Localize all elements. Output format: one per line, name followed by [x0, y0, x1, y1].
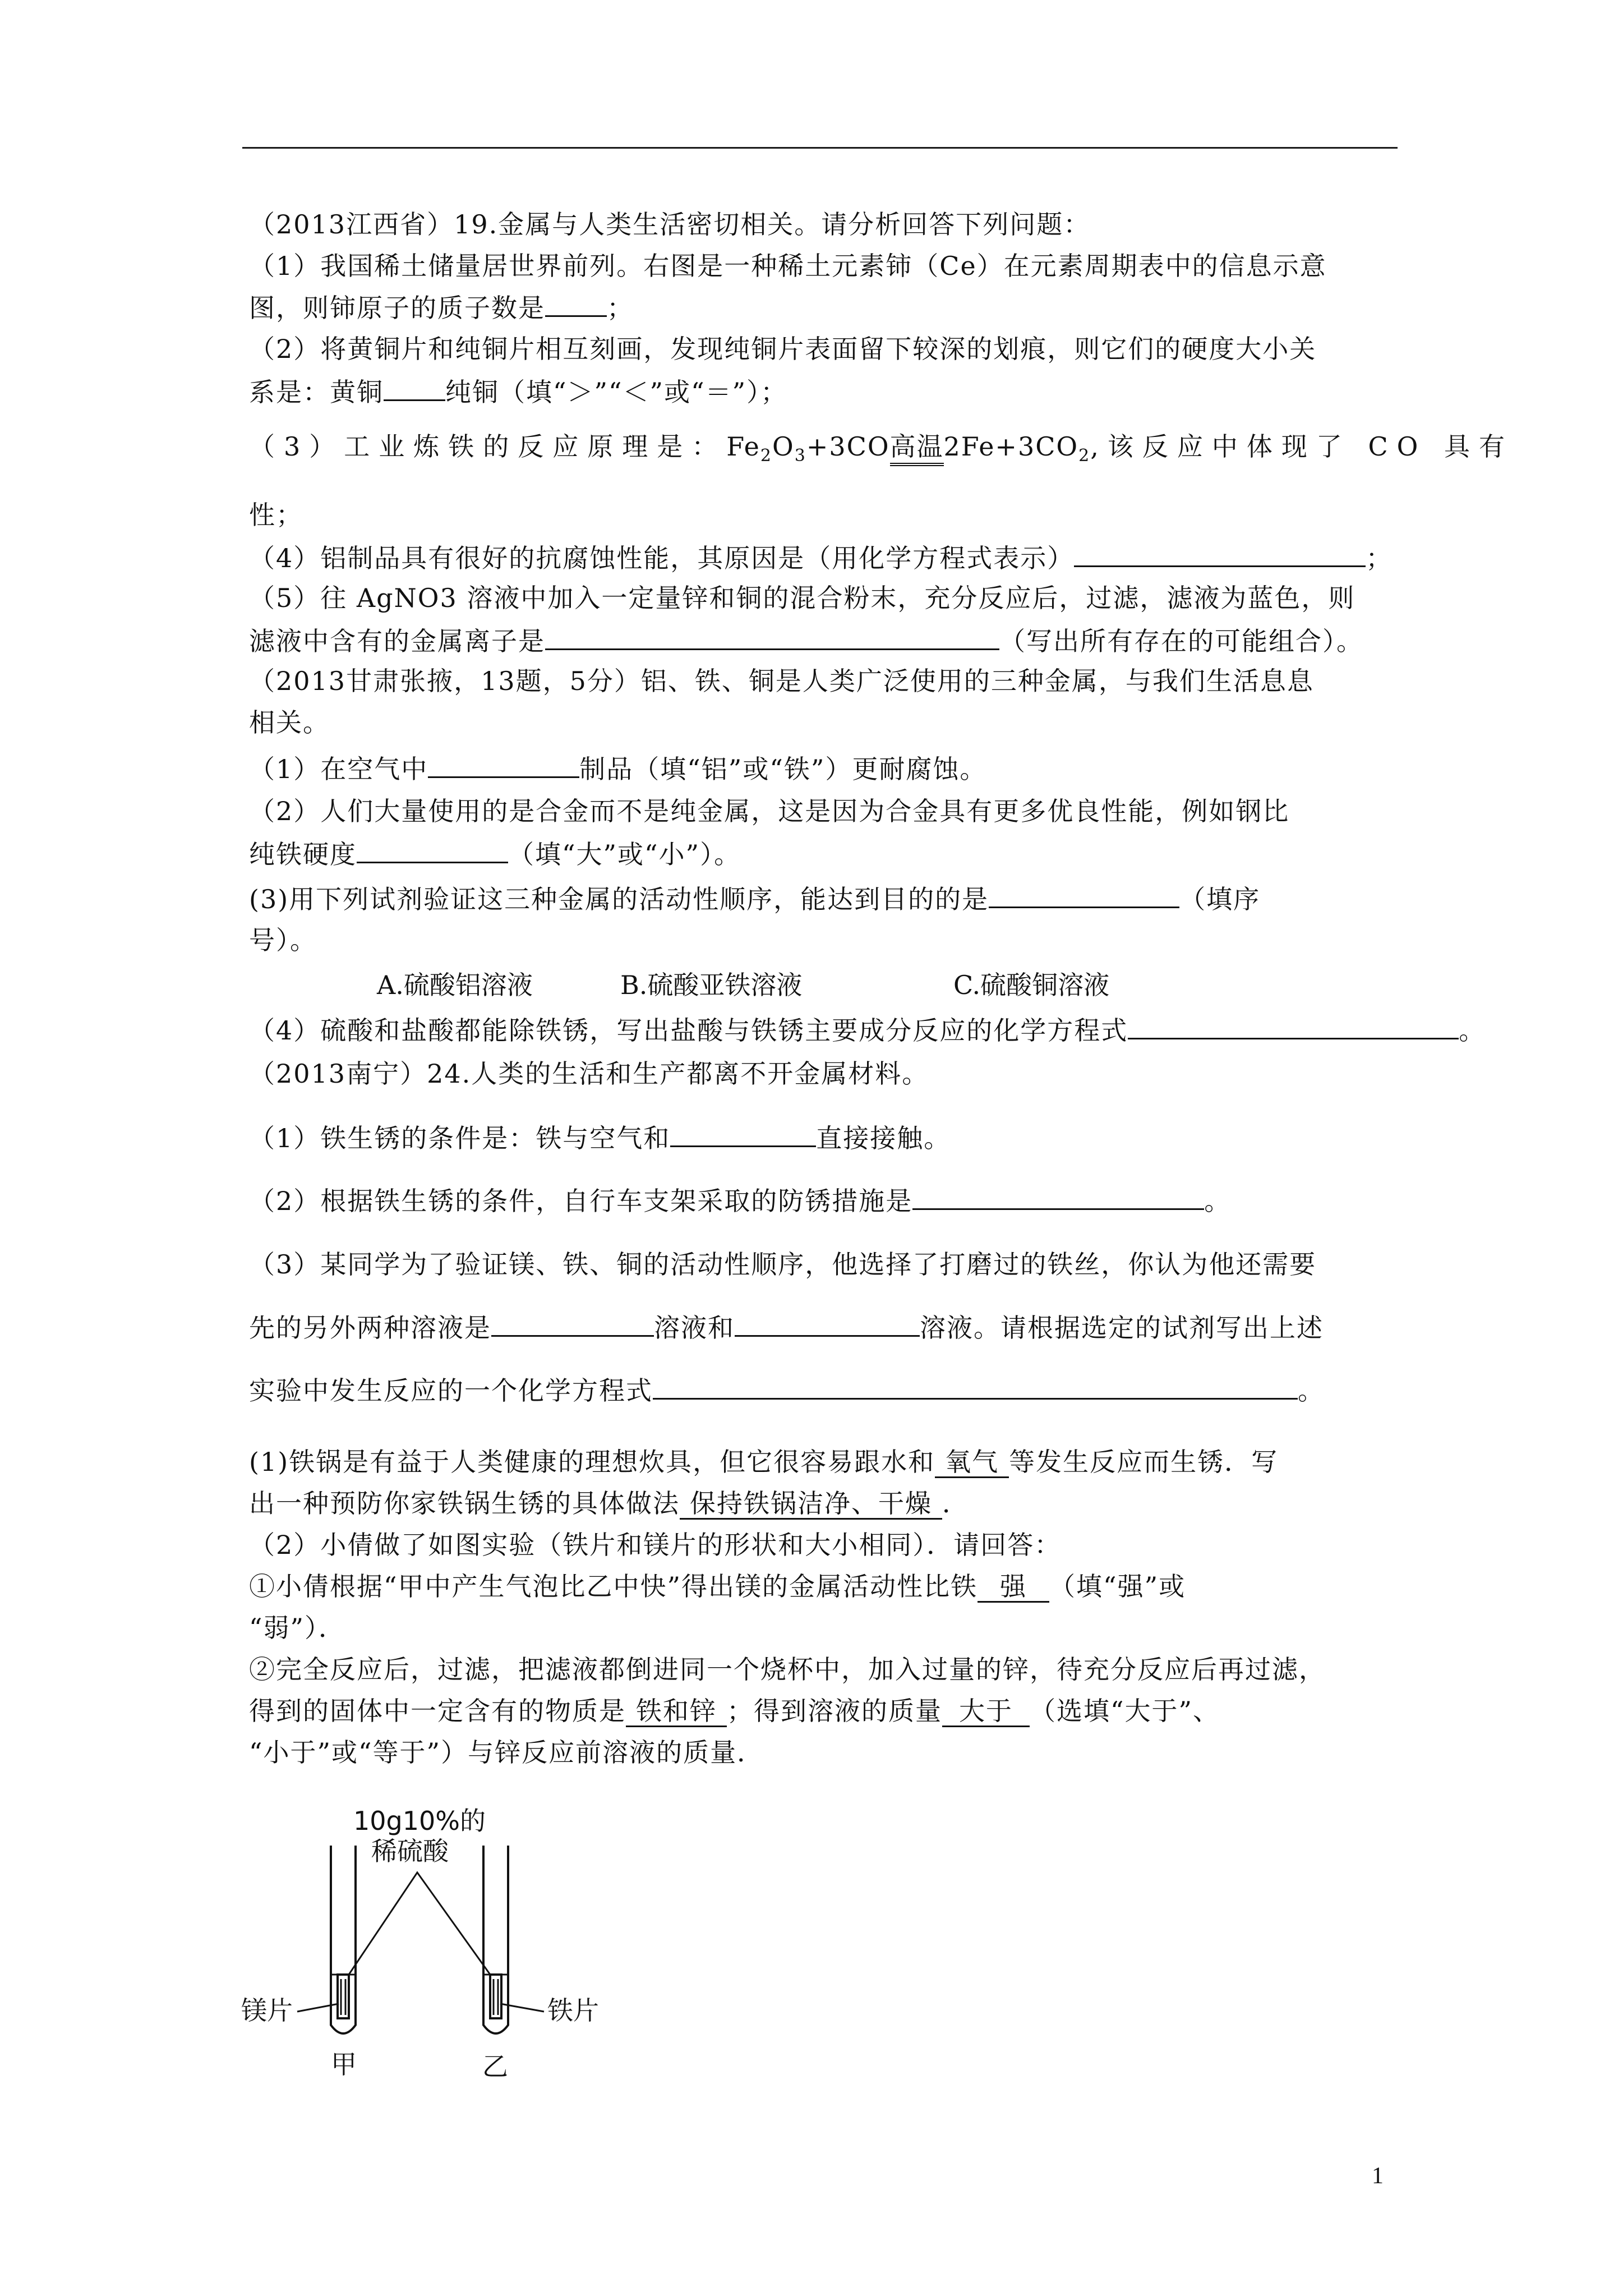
q1-part2-line1: （2）将黄铜片和纯铜片相互刻画，发现纯铜片表面留下较深的划痕，则它们的硬度大小关: [249, 334, 1317, 364]
q4-c2-line1: ②完全反应后，过滤，把滤液都倒进同一个烧杯中，加入过量的锌，待充分反应后再过滤，: [249, 1654, 1326, 1685]
answer-blank[interactable]: [912, 1184, 1204, 1210]
q1-part2-line2: 系是：黄铜 纯铜（填“＞”“＜”或“＝”）；: [249, 375, 787, 408]
answer-blank[interactable]: [491, 1310, 654, 1337]
filled-answer: 强: [978, 1572, 1049, 1603]
test-tube-figure: [241, 1806, 634, 2098]
answer-blank[interactable]: [545, 624, 999, 650]
filled-answer: 氧气: [935, 1447, 1009, 1478]
q4-c1-line2: “弱”）．: [249, 1613, 346, 1643]
q1-part1-line1: （1）我国稀土储量居世界前列。右图是一种稀土元素铈（Ce）在元素周期表中的信息示意: [249, 251, 1327, 281]
q4-part1-line1: (1)铁锅是有益于人类健康的理想炊具，但它很容易跟水和 氧气 等发生反应而生锈．写: [249, 1447, 1279, 1477]
filled-answer: 铁和锌: [626, 1696, 727, 1727]
answer-blank[interactable]: [735, 1310, 920, 1337]
answer-blank[interactable]: [670, 1121, 816, 1147]
q4-c2-line3: “小于”或“等于”）与锌反应前溶液的质量．: [249, 1737, 764, 1768]
q2-part2-line1: （2）人们大量使用的是合金而不是纯金属，这是因为合金具有更多优良性能，例如钢比: [249, 796, 1290, 826]
reaction-condition: 高温: [890, 431, 944, 466]
answer-blank[interactable]: [384, 375, 445, 401]
q4-c2-line2: 得到的固体中一定含有的物质是 铁和锌 ；得到溶液的质量 大于 （选填“大于”、: [249, 1696, 1220, 1726]
acid-label-line1: 10g10%的: [353, 1806, 486, 1836]
q1-part5-line1: （5）往 AgNO3 溶液中加入一定量锌和铜的混合粉末，充分反应后，过滤，滤液为蓝色，则: [249, 583, 1355, 613]
filled-answer: 大于: [942, 1696, 1030, 1727]
q3-intro: （2013南宁）24.人类的生活和生产都离不开金属材料。: [249, 1059, 929, 1089]
answer-blank[interactable]: [1128, 1013, 1459, 1039]
q1-part5-line2: 滤液中含有的金属离子是 （写出所有存在的可能组合）。: [249, 624, 1363, 657]
q3-part2: （2）根据铁生锈的条件，自行车支架采取的防锈措施是 。: [249, 1184, 1231, 1217]
filled-answer: 保持铁锅洁净、干燥: [680, 1489, 942, 1520]
answer-blank[interactable]: [428, 752, 579, 778]
q1-part4: （4）铝制品具有很好的抗腐蚀性能，其原因是（用化学方程式表示） ；: [249, 541, 1393, 574]
q1-part3-line1: （3）工业炼铁的反应原理是：$Fe_2O_3+3CO$高温$2Fe+3CO_2$,该反应中体现了 CO 具有: [249, 431, 1514, 466]
tube-label-a: 甲: [331, 2049, 357, 2079]
q2-part2-line2: 纯铁硬度 （填“大”或“小”）。: [249, 837, 741, 870]
answer-blank[interactable]: [653, 1373, 1298, 1400]
option-b: B.硫酸亚铁溶液: [620, 970, 803, 1000]
q1-part3-line2: 性；: [249, 500, 303, 530]
acid-label-line2: 稀硫酸: [371, 1836, 449, 1866]
q2-part3-line1: (3)用下列试剂验证这三种金属的活动性顺序，能达到目的的是 （填序: [249, 882, 1260, 915]
q2-intro-line1: （2013甘肃张掖，13题，5分）铝、铁、铜是人类广泛使用的三种金属，与我们生活息息: [249, 666, 1314, 696]
q2-intro-line2: 相关。: [249, 707, 330, 738]
q2-part1: （1）在空气中 制品（填“铝”或“铁”）更耐腐蚀。: [249, 752, 986, 785]
iron-label: 铁片: [547, 1995, 599, 2026]
answer-blank[interactable]: [1074, 541, 1366, 567]
magnesium-label: 镁片: [241, 1995, 293, 2026]
acid-pointer: [349, 1872, 490, 1975]
q3-part1: （1）铁生锈的条件是：铁与空气和 直接接触。: [249, 1121, 951, 1154]
q3-part3-line1: （3）某同学为了验证镁、铁、铜的活动性顺序，他选择了打磨过的铁丝，你认为他还需要: [249, 1249, 1317, 1280]
q2-part4: （4）硫酸和盐酸都能除铁锈，写出盐酸与铁锈主要成分反应的化学方程式 。: [249, 1013, 1486, 1046]
answer-blank[interactable]: [545, 291, 607, 317]
q3-part3-line3: 实验中发生反应的一个化学方程式 。: [249, 1373, 1325, 1406]
answer-blank[interactable]: [989, 882, 1179, 908]
q2-part3-line2: 号）。: [249, 925, 317, 955]
tube-label-b: 乙: [482, 2051, 508, 2082]
header-rule: [242, 147, 1398, 149]
q1-part1-line2: 图，则铈原子的质子数是 ；: [249, 291, 634, 324]
q4-c1-line1: ①小倩根据“甲中产生气泡比乙中快”得出镁的金属活动性比铁 强 （填“强”或: [249, 1571, 1186, 1602]
page-number: 1: [1372, 2163, 1384, 2189]
option-c: C.硫酸铜溶液: [953, 970, 1110, 1000]
answer-blank[interactable]: [357, 837, 508, 863]
q4-part2: （2）小倩做了如图实验（铁片和镁片的形状和大小相同）．请回答：: [249, 1530, 1062, 1560]
q1-intro: （2013江西省）19.金属与人类生活密切相关。请分析回答下列问题：: [249, 209, 1091, 240]
option-a: A.硫酸铝溶液: [377, 970, 533, 1000]
q4-part1-line2: 出一种预防你家铁锅生锈的具体做法 保持铁锅洁净、干燥 ．: [249, 1488, 969, 1519]
q3-part3-line2: 先的另外两种溶液是 溶液和 溶液。请根据选定的试剂写出上述: [249, 1310, 1324, 1343]
